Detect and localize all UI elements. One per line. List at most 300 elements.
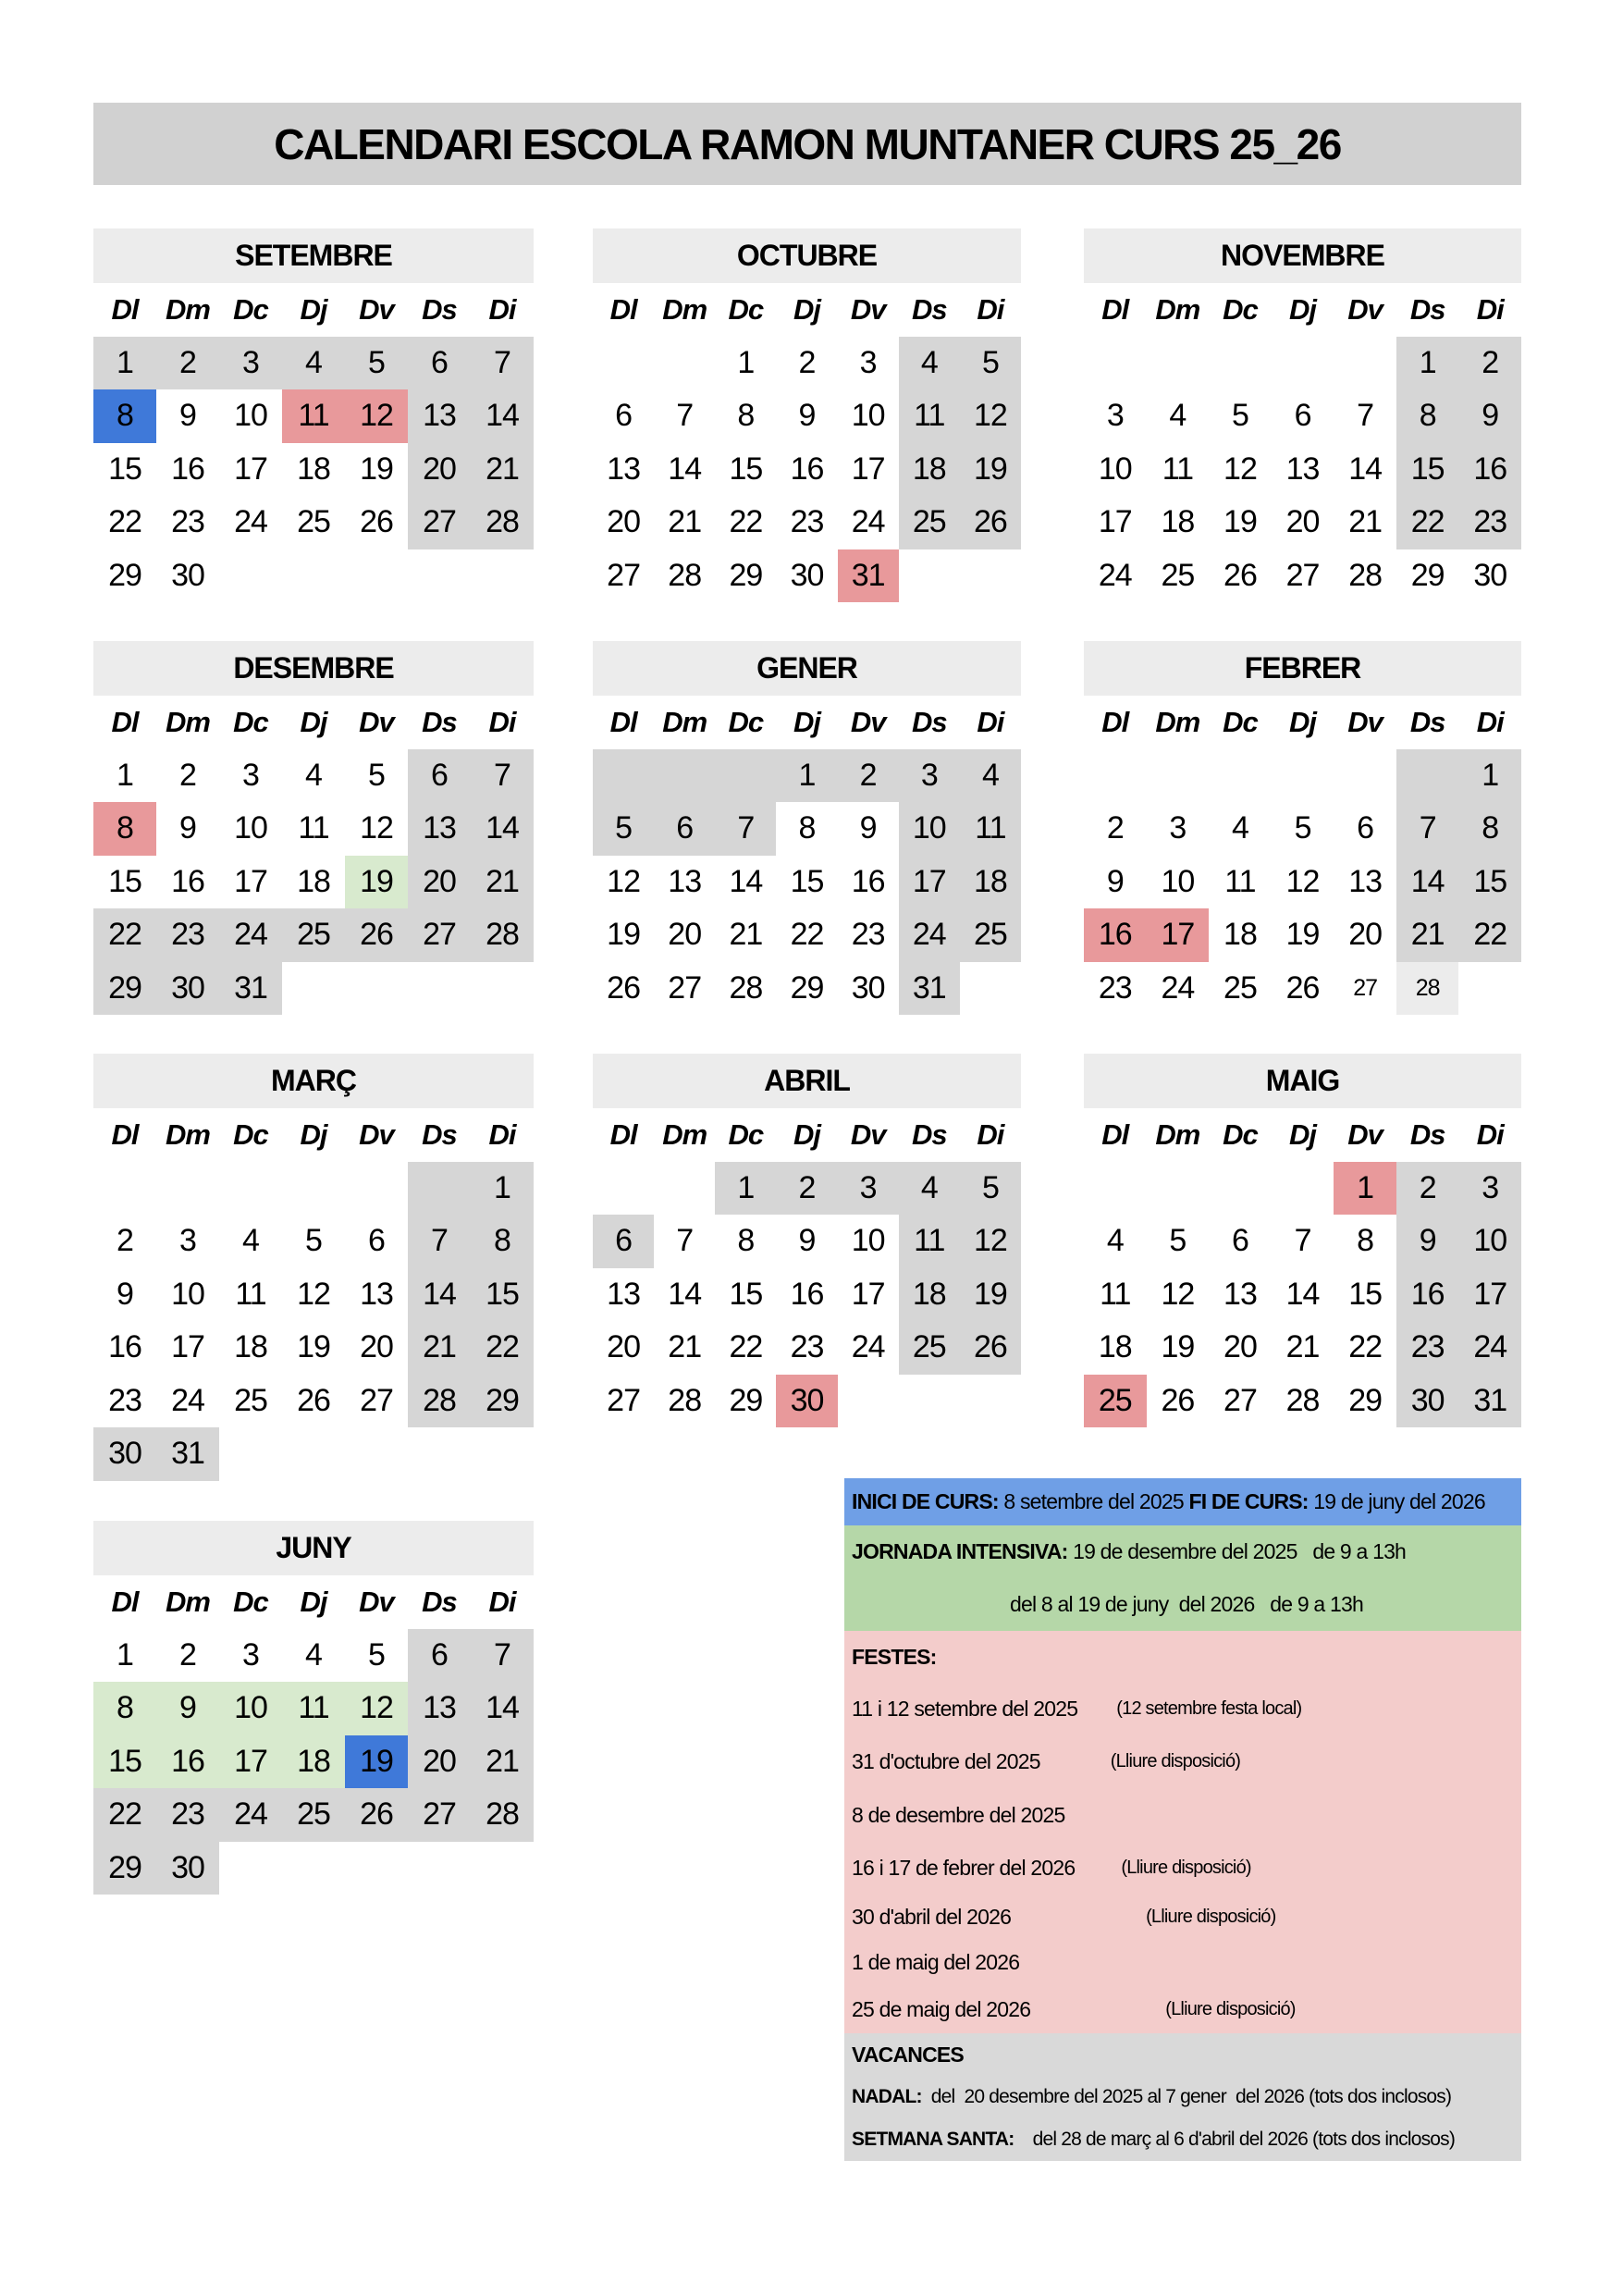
day-cell: 11: [1224, 863, 1256, 899]
day-cell: 8: [93, 1682, 156, 1735]
day-cell: 3: [242, 757, 259, 793]
day-cell: 25: [899, 1321, 960, 1375]
day-cell: 4: [1106, 1223, 1124, 1259]
day-cell: 22: [790, 917, 824, 953]
month-desembre: [93, 641, 534, 1015]
day-cell: 27: [668, 969, 702, 1006]
day-cell: 11: [298, 810, 329, 846]
day-cell: 23: [171, 504, 204, 540]
weekday-label: Di: [1476, 705, 1504, 738]
day-cell: 25: [960, 908, 1021, 962]
day-cell: 18: [297, 863, 330, 899]
day-cell: 23: [851, 917, 885, 953]
weekday-header: [593, 283, 1021, 337]
day-cell: 10: [219, 1682, 282, 1735]
day-cell: 30: [1473, 557, 1507, 593]
week-row: [593, 962, 1021, 1016]
holiday-date: 16 i 17 de febrer del 2026: [852, 1856, 1076, 1880]
week-row: [593, 1162, 1021, 1216]
day-cell: 15: [1458, 856, 1521, 909]
week-row: [93, 856, 534, 909]
empty-cell: [345, 1842, 408, 1895]
week-row: [593, 908, 1021, 962]
day-cell: 2: [179, 757, 196, 793]
week-row: [1084, 443, 1521, 497]
day-cell: 1: [737, 344, 755, 380]
day-cell: 7: [471, 337, 534, 390]
week-row: [1084, 962, 1521, 1016]
day-cell: 23: [790, 1329, 824, 1365]
weekday-label: Dv: [359, 1585, 394, 1618]
day-cell: 14: [1396, 856, 1459, 909]
day-cell: 9: [179, 398, 196, 434]
weekday-label: Dm: [1155, 1117, 1200, 1151]
day-cell: 6: [593, 1215, 654, 1268]
empty-cell: [960, 549, 1021, 603]
weekday-header: [1084, 1108, 1521, 1162]
day-cell: 31: [838, 549, 899, 603]
day-cell: 13: [408, 389, 471, 443]
weekday-label: Dl: [111, 292, 139, 326]
weekday-label: Dc: [728, 705, 764, 738]
day-cell: 9: [798, 1223, 816, 1259]
empty-cell: [408, 549, 471, 603]
day-cell: 21: [1348, 504, 1383, 540]
weekday-label: Dv: [850, 292, 886, 326]
day-cell: 2: [1396, 1162, 1459, 1216]
day-cell: 12: [345, 389, 408, 443]
week-row: [593, 1268, 1021, 1322]
holiday-item: [844, 1895, 1521, 1940]
weekday-label: Dm: [662, 705, 707, 738]
day-cell: 28: [1396, 962, 1459, 1016]
day-cell: 14: [668, 451, 702, 487]
month-title: GENER: [593, 641, 1021, 696]
weekday-label: Ds: [1409, 1117, 1445, 1151]
day-cell: 11: [1100, 1276, 1131, 1312]
day-cell: 29: [471, 1375, 534, 1428]
day-cell: 16: [790, 451, 824, 487]
week-row: [1084, 549, 1521, 603]
weekday-label: Dl: [111, 1117, 139, 1151]
week-row: [1084, 1215, 1521, 1268]
month-gener: [593, 641, 1021, 1015]
day-cell: 22: [93, 908, 156, 962]
day-cell: 16: [790, 1276, 824, 1312]
empty-cell: [219, 1842, 282, 1895]
day-cell: 13: [1348, 863, 1383, 899]
day-cell: 16: [851, 863, 885, 899]
day-cell: 12: [607, 863, 640, 899]
week-row: [1084, 1321, 1521, 1375]
day-cell: 16: [1396, 1268, 1459, 1322]
week-row: [93, 1788, 534, 1842]
day-cell: 2: [776, 1162, 837, 1216]
day-cell: 26: [297, 1382, 330, 1418]
easter-row: [844, 2118, 1521, 2161]
day-cell: 22: [729, 1329, 763, 1365]
day-cell: 14: [471, 1682, 534, 1735]
weekday-header: [93, 1575, 534, 1629]
holiday-date: 8 de desembre del 2025: [852, 1802, 1065, 1827]
week-row: [593, 856, 1021, 909]
weekday-label: Ds: [422, 292, 457, 326]
weekday-label: Dv: [1347, 1117, 1383, 1151]
day-cell: 17: [851, 1276, 885, 1312]
day-cell: 12: [1223, 451, 1257, 487]
day-cell: 11: [960, 802, 1021, 856]
vacations-label-row: [844, 2033, 1521, 2076]
day-cell: 10: [851, 1223, 885, 1259]
day-cell: 19: [960, 1268, 1021, 1322]
day-cell: 21: [729, 917, 763, 953]
day-cell: 25: [1084, 1375, 1147, 1428]
weekday-label: Ds: [911, 1117, 947, 1151]
day-cell: 14: [1348, 451, 1383, 487]
day-cell: 18: [1098, 1329, 1132, 1365]
empty-cell: [219, 549, 282, 603]
day-cell: 8: [798, 810, 816, 846]
day-cell: 11: [235, 1276, 266, 1312]
day-cell: 22: [1348, 1329, 1383, 1365]
week-row: [593, 443, 1021, 497]
day-cell: 20: [408, 856, 471, 909]
day-cell: 24: [851, 504, 885, 540]
day-cell: 10: [1458, 1215, 1521, 1268]
christmas-row: [844, 2076, 1521, 2118]
day-cell: 20: [408, 443, 471, 497]
weekday-label: Dl: [111, 1585, 139, 1618]
day-cell: 15: [108, 863, 141, 899]
empty-cell: [593, 1162, 654, 1216]
day-cell: 9: [179, 810, 196, 846]
weekday-label: Di: [977, 1117, 1004, 1151]
day-cell: 15: [471, 1268, 534, 1322]
day-cell: 3: [838, 1162, 899, 1216]
day-cell: 13: [668, 863, 702, 899]
christmas-value: del 20 desembre del 2025 al 7 gener del 2026 (tots dos inclosos): [930, 2086, 1452, 2107]
day-cell: 7: [1396, 802, 1459, 856]
day-cell: 10: [1161, 863, 1195, 899]
day-cell: 30: [171, 557, 204, 593]
month-title: MARÇ: [93, 1054, 534, 1108]
weekday-label: Dl: [1101, 1117, 1129, 1151]
day-cell: 25: [297, 504, 330, 540]
week-row: [93, 1682, 534, 1735]
holiday-item: [844, 1985, 1521, 2033]
day-cell: 5: [305, 1223, 322, 1259]
day-cell: 16: [171, 451, 204, 487]
day-cell: 25: [1161, 557, 1195, 593]
day-cell: 13: [408, 802, 471, 856]
week-row: [93, 1162, 534, 1216]
day-cell: 5: [960, 1162, 1021, 1216]
day-cell: 28: [668, 557, 702, 593]
day-cell: 6: [408, 749, 471, 803]
month-title: DESEMBRE: [93, 641, 534, 696]
day-cell: 11: [282, 389, 345, 443]
day-cell: 17: [234, 451, 267, 487]
day-cell: 14: [668, 1276, 702, 1312]
day-cell: 27: [607, 557, 640, 593]
holiday-note: (Lliure disposició): [1146, 1907, 1276, 1927]
weekday-label: Dv: [850, 1117, 886, 1151]
weekday-label: Dj: [793, 705, 820, 738]
day-cell: 16: [156, 1735, 219, 1789]
holiday-date: 31 d'octubre del 2025: [852, 1749, 1040, 1773]
day-cell: 14: [471, 802, 534, 856]
week-row: [93, 496, 534, 549]
day-cell: 12: [960, 389, 1021, 443]
holiday-note: (Lliure disposició): [1165, 1998, 1296, 2019]
weekday-label: Ds: [1409, 705, 1445, 738]
weekday-label: Di: [977, 705, 1004, 738]
month-novembre: [1084, 228, 1521, 602]
day-cell: 31: [1458, 1375, 1521, 1428]
day-cell: 14: [471, 389, 534, 443]
day-cell: 1: [93, 337, 156, 390]
day-cell: 2: [156, 337, 219, 390]
weekday-label: Dj: [300, 1585, 327, 1618]
day-cell: 23: [1098, 969, 1132, 1006]
day-cell: 13: [607, 451, 640, 487]
holiday-note: (Lliure disposició): [1110, 1751, 1241, 1771]
day-cell: 27: [607, 1382, 640, 1418]
day-cell: 27: [408, 496, 471, 549]
day-cell: 10: [171, 1276, 204, 1312]
day-cell: 27: [408, 1788, 471, 1842]
day-cell: 17: [1098, 504, 1132, 540]
holidays-label: FESTES:: [852, 1644, 937, 1669]
day-cell: 2: [1106, 810, 1124, 846]
day-cell: 24: [219, 908, 282, 962]
day-cell: 15: [729, 1276, 763, 1312]
empty-cell: [715, 749, 776, 803]
day-cell: 6: [368, 1223, 385, 1259]
holiday-item: [844, 1788, 1521, 1842]
weekday-label: Di: [1476, 1117, 1504, 1151]
day-cell: 22: [93, 1788, 156, 1842]
day-cell: 29: [729, 1382, 763, 1418]
week-row: [93, 389, 534, 443]
holiday-date: 30 d'abril del 2026: [852, 1905, 1012, 1929]
weekday-label: Dj: [793, 292, 820, 326]
holiday-note: (12 setembre festa local): [1116, 1698, 1302, 1719]
day-cell: 24: [1161, 969, 1195, 1006]
day-cell: 12: [360, 810, 393, 846]
empty-cell: [1147, 1162, 1210, 1216]
day-cell: 5: [345, 337, 408, 390]
weekday-label: Dl: [609, 292, 637, 326]
day-cell: 19: [1285, 917, 1320, 953]
vacations-label: VACANCES: [852, 2042, 964, 2067]
day-cell: 10: [851, 398, 885, 434]
holidays-label-row: [844, 1631, 1521, 1683]
day-cell: 14: [729, 863, 763, 899]
empty-cell: [1209, 337, 1272, 390]
empty-cell: [1272, 1162, 1334, 1216]
empty-cell: [471, 549, 534, 603]
day-cell: 28: [408, 1375, 471, 1428]
day-cell: 8: [471, 1215, 534, 1268]
weekday-label: Di: [1476, 292, 1504, 326]
weekday-label: Dl: [609, 1117, 637, 1151]
day-cell: 26: [607, 969, 640, 1006]
day-cell: 8: [93, 802, 156, 856]
weekday-label: Dl: [609, 705, 637, 738]
day-cell: 12: [1161, 1276, 1195, 1312]
day-cell: 18: [282, 1735, 345, 1789]
legend-intensive-1: [844, 1525, 1521, 1578]
day-cell: 17: [1147, 908, 1210, 962]
day-cell: 20: [360, 1329, 393, 1365]
day-cell: 3: [1169, 810, 1187, 846]
day-cell: 24: [851, 1329, 885, 1365]
weekday-header: [593, 696, 1021, 749]
easter-value: del 28 de març al 6 d'abril del 2026 (tots dos inclosos): [1032, 2129, 1456, 2150]
day-cell: 15: [108, 451, 141, 487]
week-row: [1084, 389, 1521, 443]
empty-cell: [1334, 337, 1396, 390]
day-cell: 14: [408, 1268, 471, 1322]
legend-course-dates: [844, 1478, 1521, 1525]
day-cell: 7: [1294, 1223, 1311, 1259]
day-cell: 19: [360, 451, 393, 487]
day-cell: 13: [360, 1276, 393, 1312]
day-cell: 25: [282, 908, 345, 962]
month-title: JUNY: [93, 1521, 534, 1575]
day-cell: 22: [1458, 908, 1521, 962]
day-cell: 15: [790, 863, 824, 899]
day-cell: 21: [471, 1735, 534, 1789]
week-row: [593, 749, 1021, 803]
weekday-header: [93, 696, 534, 749]
day-cell: 23: [1396, 1321, 1459, 1375]
weekday-label: Dj: [1289, 292, 1317, 326]
day-cell: 19: [297, 1329, 330, 1365]
empty-cell: [960, 962, 1021, 1016]
day-cell: 25: [1223, 969, 1257, 1006]
weekday-label: Ds: [911, 705, 947, 738]
week-row: [93, 337, 534, 390]
week-row: [93, 749, 534, 803]
day-cell: 29: [1410, 557, 1445, 593]
day-cell: 4: [960, 749, 1021, 803]
week-row: [93, 443, 534, 497]
weekday-header: [1084, 283, 1521, 337]
day-cell: 19: [345, 856, 408, 909]
day-cell: 4: [899, 1162, 960, 1216]
day-cell: 28: [1348, 557, 1383, 593]
empty-cell: [219, 1427, 282, 1481]
day-cell: 5: [960, 337, 1021, 390]
week-row: [593, 337, 1021, 390]
empty-cell: [219, 1162, 282, 1216]
holiday-date: 11 i 12 setembre del 2025: [852, 1697, 1078, 1721]
day-cell: 27: [360, 1382, 393, 1418]
day-cell: 6: [615, 398, 633, 434]
holiday-item: [844, 1940, 1521, 1985]
day-cell: 18: [899, 1268, 960, 1322]
week-row: [1084, 908, 1521, 962]
empty-cell: [345, 1427, 408, 1481]
day-cell: 26: [960, 496, 1021, 549]
week-row: [1084, 802, 1521, 856]
week-row: [93, 549, 534, 603]
empty-cell: [408, 1162, 471, 1216]
day-cell: 3: [242, 1636, 259, 1673]
week-row: [93, 1321, 534, 1375]
day-cell: 4: [305, 1636, 322, 1673]
day-cell: 26: [1285, 969, 1320, 1006]
day-cell: 2: [117, 1223, 133, 1259]
week-row: [93, 802, 534, 856]
day-cell: 18: [960, 856, 1021, 909]
day-cell: 23: [108, 1382, 141, 1418]
weekday-label: Ds: [911, 292, 947, 326]
course-start-value: 8 setembre del 2025: [1003, 1489, 1184, 1513]
weekday-label: Dj: [300, 292, 327, 326]
day-cell: 21: [668, 1329, 702, 1365]
weekday-label: Dc: [233, 705, 268, 738]
day-cell: 3: [219, 337, 282, 390]
legend: [844, 1478, 1521, 2161]
day-cell: 24: [234, 504, 267, 540]
weekday-label: Dl: [1101, 705, 1129, 738]
day-cell: 30: [156, 962, 219, 1016]
empty-cell: [838, 1375, 899, 1428]
day-cell: 7: [676, 398, 694, 434]
week-row: [93, 908, 534, 962]
empty-cell: [654, 337, 715, 390]
empty-cell: [282, 1162, 345, 1216]
day-cell: 17: [234, 863, 267, 899]
day-cell: 10: [234, 398, 267, 434]
day-cell: 24: [171, 1382, 204, 1418]
day-cell: 22: [1396, 496, 1459, 549]
holiday-item: [844, 1842, 1521, 1895]
weekday-label: Dv: [1347, 292, 1383, 326]
empty-cell: [282, 1427, 345, 1481]
day-cell: 13: [1223, 1276, 1257, 1312]
legend-intensive-2: [844, 1578, 1521, 1631]
day-cell: 12: [1285, 863, 1320, 899]
day-cell: 11: [1162, 451, 1194, 487]
weekday-label: Dc: [1223, 705, 1258, 738]
christmas-label: NADAL:: [852, 2086, 922, 2107]
intensive-line-2: del 8 al 19 de juny del 2026 de 9 a 13h: [1009, 1592, 1363, 1616]
day-cell: 17: [171, 1329, 204, 1365]
day-cell: 27: [1285, 557, 1320, 593]
course-end-label: FI DE CURS:: [1188, 1489, 1309, 1513]
day-cell: 5: [368, 1636, 385, 1673]
day-cell: 15: [93, 1735, 156, 1789]
weekday-label: Di: [977, 292, 1004, 326]
weekday-label: Dm: [166, 1117, 210, 1151]
day-cell: 29: [93, 962, 156, 1016]
holiday-item: [844, 1735, 1521, 1788]
empty-cell: [1084, 337, 1147, 390]
day-cell: 23: [156, 908, 219, 962]
day-cell: 25: [234, 1382, 267, 1418]
weekday-label: Dc: [728, 1117, 764, 1151]
empty-cell: [345, 549, 408, 603]
holiday-item: [844, 1683, 1521, 1735]
day-cell: 3: [179, 1223, 196, 1259]
week-row: [1084, 1375, 1521, 1428]
weekday-header: [1084, 696, 1521, 749]
day-cell: 9: [1106, 863, 1124, 899]
